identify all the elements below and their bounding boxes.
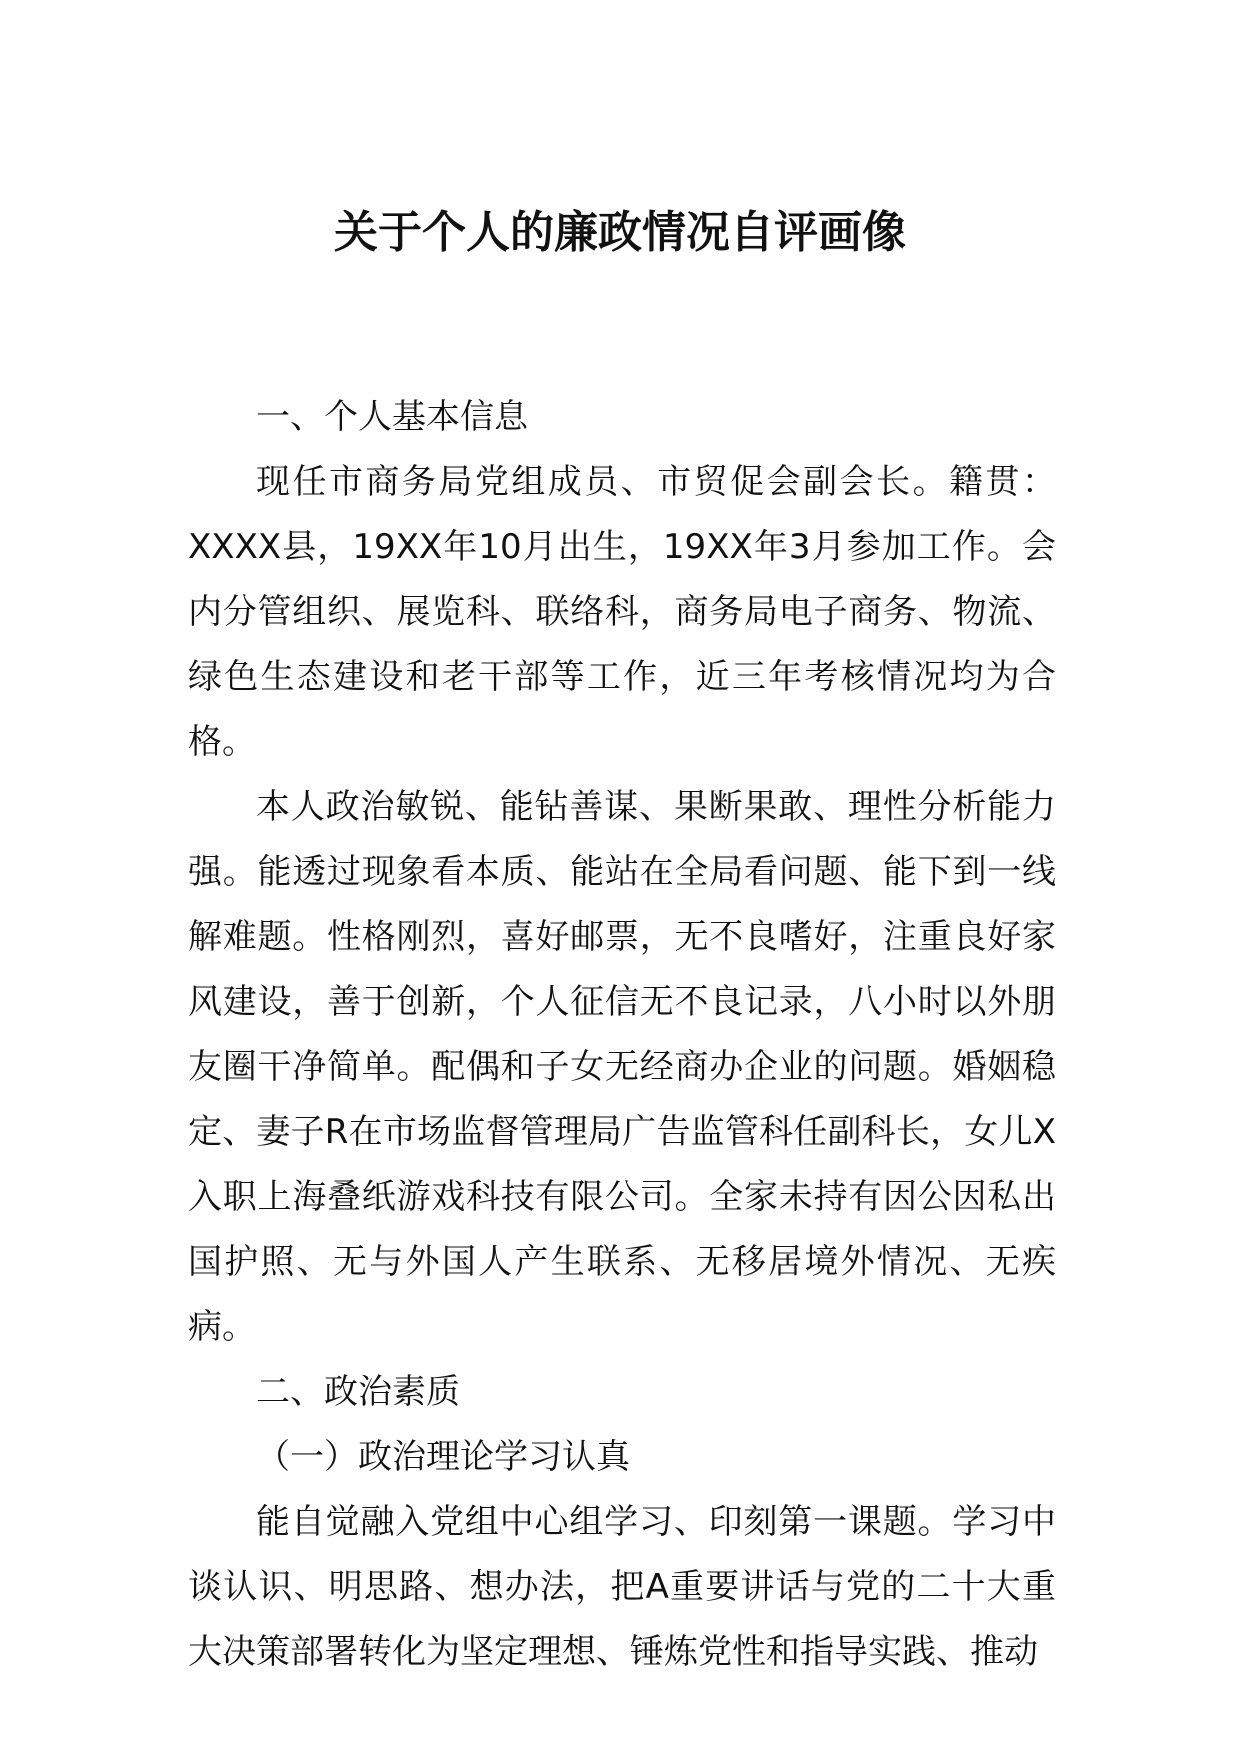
paragraph-theory-study: 能自觉融入党组中心组学习、印刻第一课题。学习中谈认识、明思路、想办法，把A重要讲话与党的二十大重大决策部署转化为坚定理想、锤炼党性和指导实践、推动 <box>188 1502 1056 1672</box>
subsection-heading-theory-study: （一）政治理论学习认真 <box>256 1437 630 1477</box>
paragraph-personal-traits: 本人政治敏锐、能钻善谋、果断果敢、理性分析能力强。能透过现象看本质、能站在全局看问题、能下到一线解难题。性格刚烈，喜好邮票，无不良嗜好，注重良好家风建设，善于创新，个人征信无不良记录，八小时以外朋友圈干净简单。配偶和子女无经商办企业的问题。婚姻稳定、妻子R在市场监督管理局广告监管科任副科长，女儿X入职上海叠纸游戏科技有限公司。全家未持有因公因私出国护照、无与外国人产生联系、无移居境外情况、无疾病。 <box>188 787 1056 1347</box>
document-title: 关于个人的廉政情况自评画像 <box>334 207 906 258</box>
section-heading-basic-info: 一、个人基本信息 <box>256 397 528 437</box>
paragraph-position: 现任市商务局党组成员、市贸促会副会长。籍贯：XXXX县，19XX年10月出生，19XX年3月参加工作。会内分管组织、展览科、联络科，商务局电子商务、物流、绿色生态建设和老干部等工作，近三年考核情况均为合格。 <box>188 462 1056 762</box>
section-heading-political-quality: 二、政治素质 <box>256 1372 460 1412</box>
document-body <box>188 385 1056 1685</box>
